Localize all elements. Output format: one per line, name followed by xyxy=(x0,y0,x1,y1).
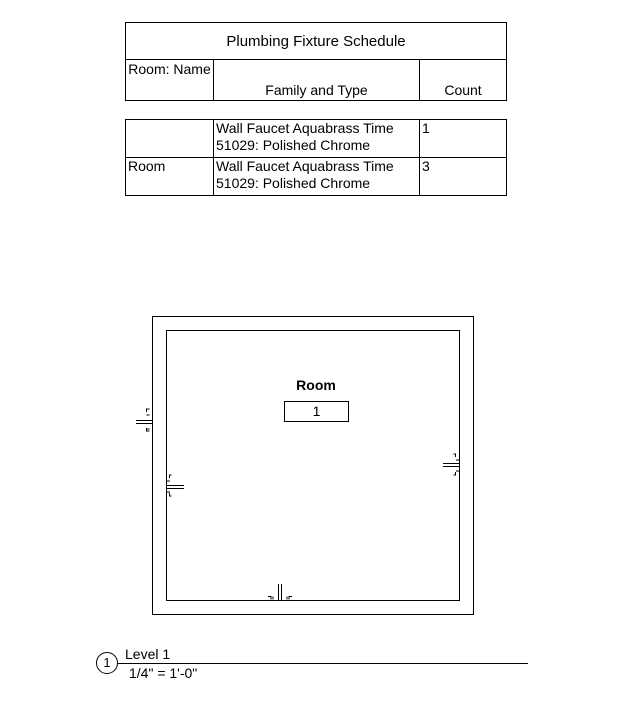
cell-family-type: Wall Faucet Aquabrass Time 51029: Polished Chrome xyxy=(214,158,420,196)
view-title-line xyxy=(118,663,528,664)
wall-inner xyxy=(167,331,460,601)
wall-outer xyxy=(153,317,474,615)
view-scale: 1/4" = 1'-0" xyxy=(129,665,198,681)
faucet-icon xyxy=(443,454,459,475)
faucet-icon xyxy=(136,409,152,431)
cell-family-type: Wall Faucet Aquabrass Time 51029: Polished Chrome xyxy=(214,120,420,158)
schedule-title: Plumbing Fixture Schedule xyxy=(126,23,507,60)
room-tag-name: Room xyxy=(296,377,336,393)
column-header-family-type: Family and Type xyxy=(214,60,420,101)
faucet-icon xyxy=(167,475,184,496)
column-header-count: Count xyxy=(420,60,507,101)
view-title-name: Level 1 xyxy=(125,646,171,662)
room-tag-number: 1 xyxy=(284,401,349,422)
cell-count: 3 xyxy=(420,158,507,196)
view-number-bubble: 1 xyxy=(96,652,118,674)
faucet-icon xyxy=(268,584,292,600)
cell-room-name: Room xyxy=(126,158,214,196)
column-header-room-name: Room: Name xyxy=(126,60,214,101)
cell-count: 1 xyxy=(420,120,507,158)
